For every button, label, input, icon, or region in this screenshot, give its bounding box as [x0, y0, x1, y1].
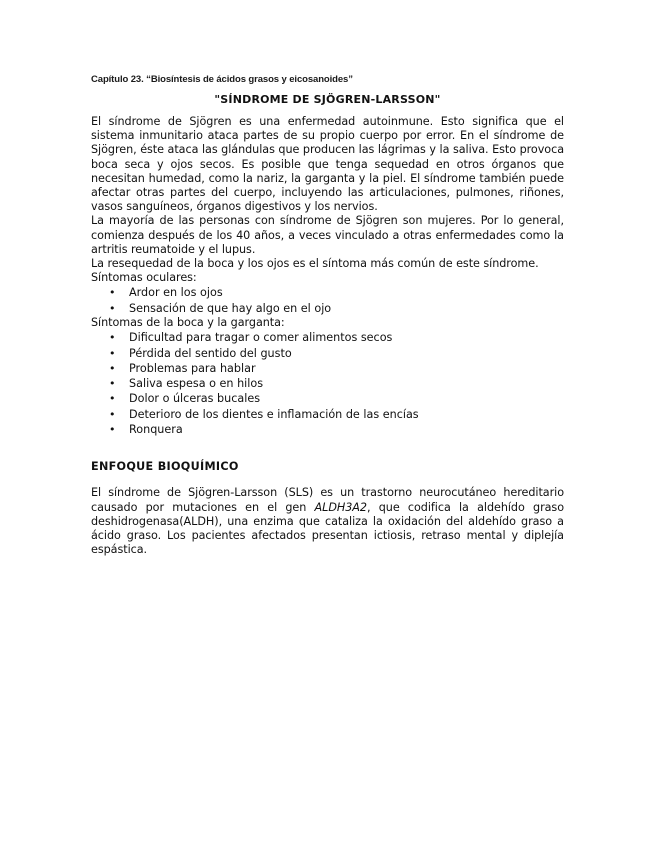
mouth-symptoms-list: [91, 330, 564, 437]
bullet-icon: •: [109, 377, 116, 391]
bullet-icon: •: [109, 407, 116, 421]
document-title: "SÍNDROME DE SJÖGREN-LARSSON": [214, 93, 441, 106]
paragraph-prevalence: La mayoría de las personas con síndrome de Sjögren son mujeres. Por lo general, comienza después de los 40 años, a veces vinculado a otras enfermedades como la artritis reumatoide y el lupus.: [91, 214, 564, 256]
bullet-icon: •: [109, 286, 116, 300]
mouth-symptoms-heading: Síntomas de la boca y la garganta:: [91, 316, 285, 330]
paragraph-intro: El síndrome de Sjögren es una enfermedad autoinmune. Esto significa que el sistema inmunitario ataca partes de su propio cuerpo por error. En el síndrome de Sjögren, éste ataca las glándulas que producen las lágrimas y la saliva. Esto provoca boca seca y ojos secos. Es posible que tenga sequedad en otros órganos que necesitan humedad, como la nariz, la garganta y la piel. El síndrome también puede afectar otras partes del cuerpo, incluyendo las articulaciones, pulmones, riñones, vasos sanguíneos, órganos digestivos y los nervios.: [91, 115, 564, 214]
list-item: • Deterioro de los dientes e inflamación de las encías: [109, 407, 419, 421]
ocular-symptoms-list: [91, 285, 564, 316]
paragraph-biochem: El síndrome de Sjögren-Larsson (SLS) es un trastorno neurocutáneo hereditario causado por mutaciones en el gen ALDH3A2, que codifica la aldehído graso deshidrogenasa(ALDH), una enzima que cataliza la oxidación del aldehído graso a ácido graso. Los pacientes afectados presentan ictiosis, retraso mental y diplejía espástica.: [91, 486, 565, 557]
bullet-icon: •: [109, 331, 116, 345]
bullet-icon: •: [109, 301, 116, 315]
document-page: [91, 74, 564, 557]
biochem-heading: ENFOQUE BIOQUÍMICO: [91, 460, 239, 474]
list-item: • Saliva espesa o en hilos: [109, 377, 264, 391]
list-item: • Pérdida del sentido del gusto: [109, 346, 292, 360]
gene-name: ALDH3A2: [314, 500, 367, 514]
list-item: • Ronquera: [109, 423, 183, 437]
bullet-icon: •: [109, 346, 116, 360]
ocular-symptoms-heading: Síntomas oculares:: [91, 271, 197, 285]
list-item: • Sensación de que hay algo en el ojo: [109, 301, 332, 315]
paragraph-symptoms-summary: La resequedad de la boca y los ojos es el síntoma más común de este síndrome.: [91, 257, 539, 271]
bullet-icon: •: [109, 392, 116, 406]
bullet-icon: •: [109, 423, 116, 437]
chapter-header: Capítulo 23. “Biosíntesis de ácidos grasos y eicosanoides”: [91, 74, 353, 85]
list-item: • Problemas para hablar: [109, 361, 256, 375]
list-item: • Ardor en los ojos: [109, 286, 223, 300]
bullet-icon: •: [109, 361, 116, 375]
list-item: • Dificultad para tragar o comer alimentos secos: [109, 331, 393, 345]
list-item: • Dolor o úlceras bucales: [109, 392, 261, 406]
